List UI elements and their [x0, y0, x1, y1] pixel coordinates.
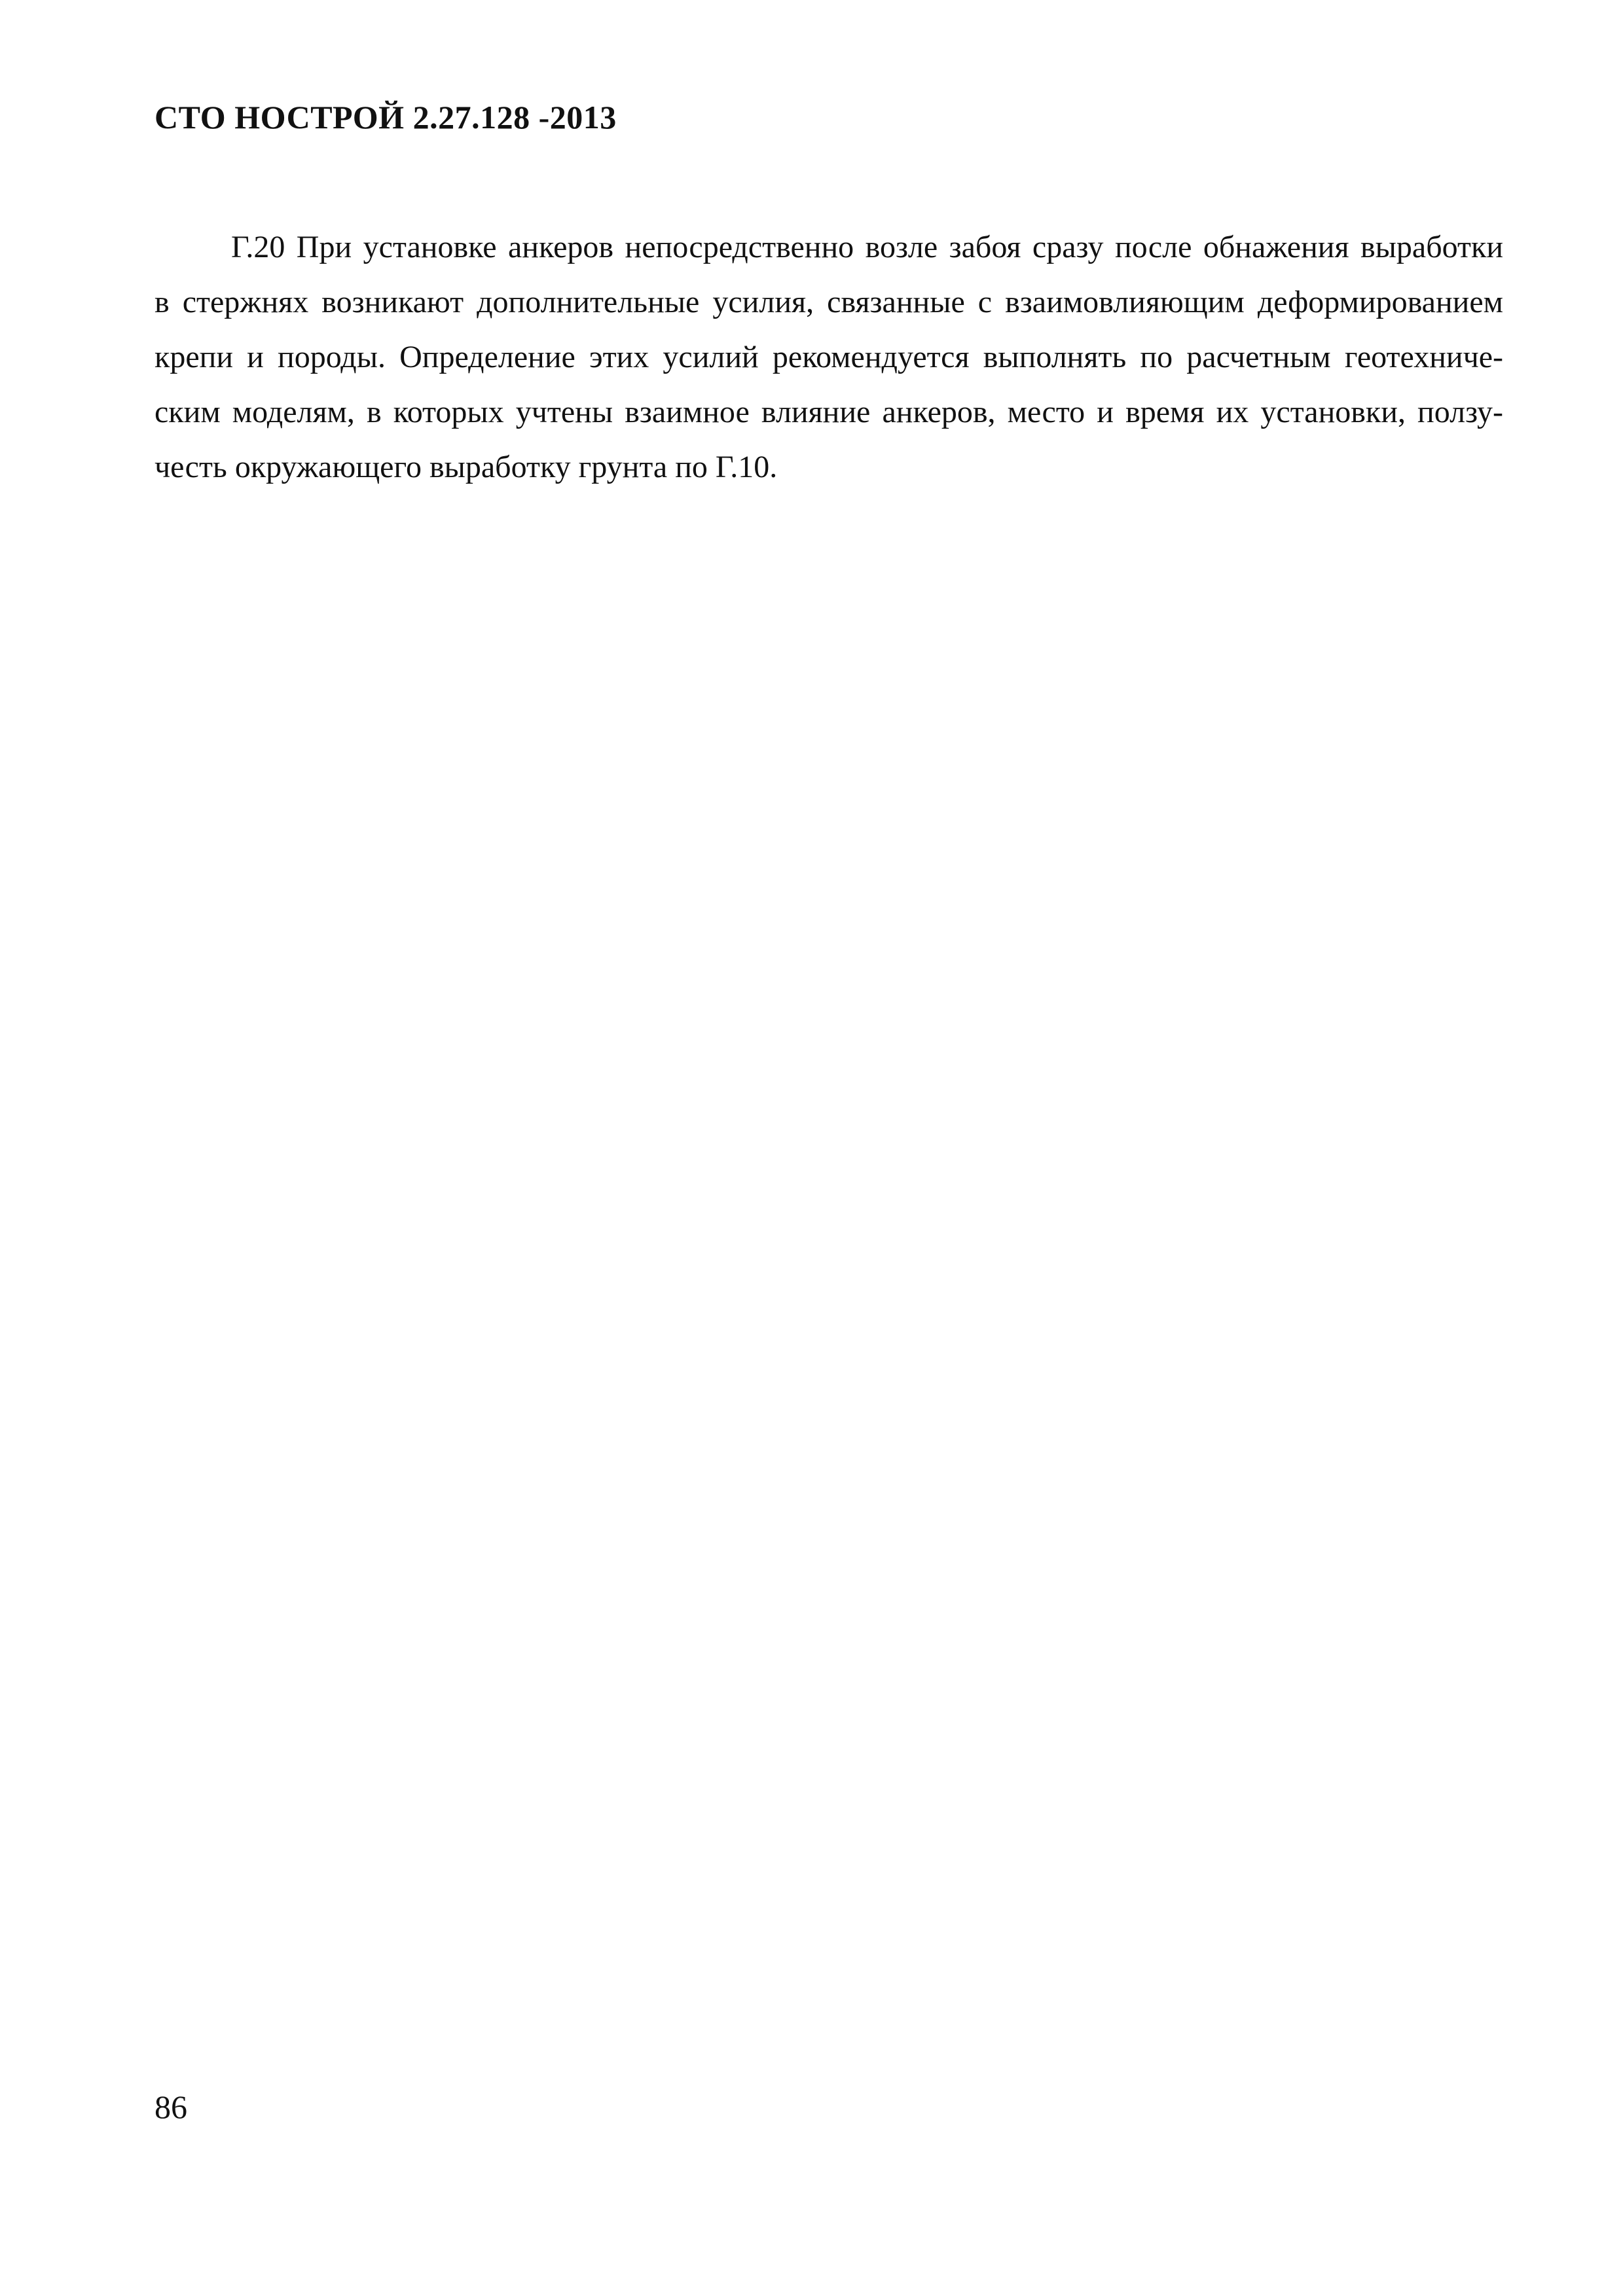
paragraph-line: крепи и породы. Определение этих усилий рекомендуется выполнять по расчетным геотехниче- — [155, 340, 1503, 374]
paragraph-g20 — [155, 220, 1503, 495]
document-header: СТО НОСТРОЙ 2.27.128 -2013 — [155, 99, 617, 135]
paragraph-line: ским моделям, в которых учтены взаимное влияние анкеров, место и время их установки, ползу- — [155, 395, 1503, 429]
paragraph-line: Г.20 При установке анкеров непосредственно возле забоя сразу после обнажения выработки — [231, 230, 1503, 264]
paragraph-line: в стержнях возникают дополнительные усилия, связанные с взаимовлияющим деформированием — [155, 285, 1503, 319]
paragraph-line: честь окружающего выработку грунта по Г.10. — [155, 450, 778, 484]
page-number: 86 — [155, 2089, 187, 2125]
